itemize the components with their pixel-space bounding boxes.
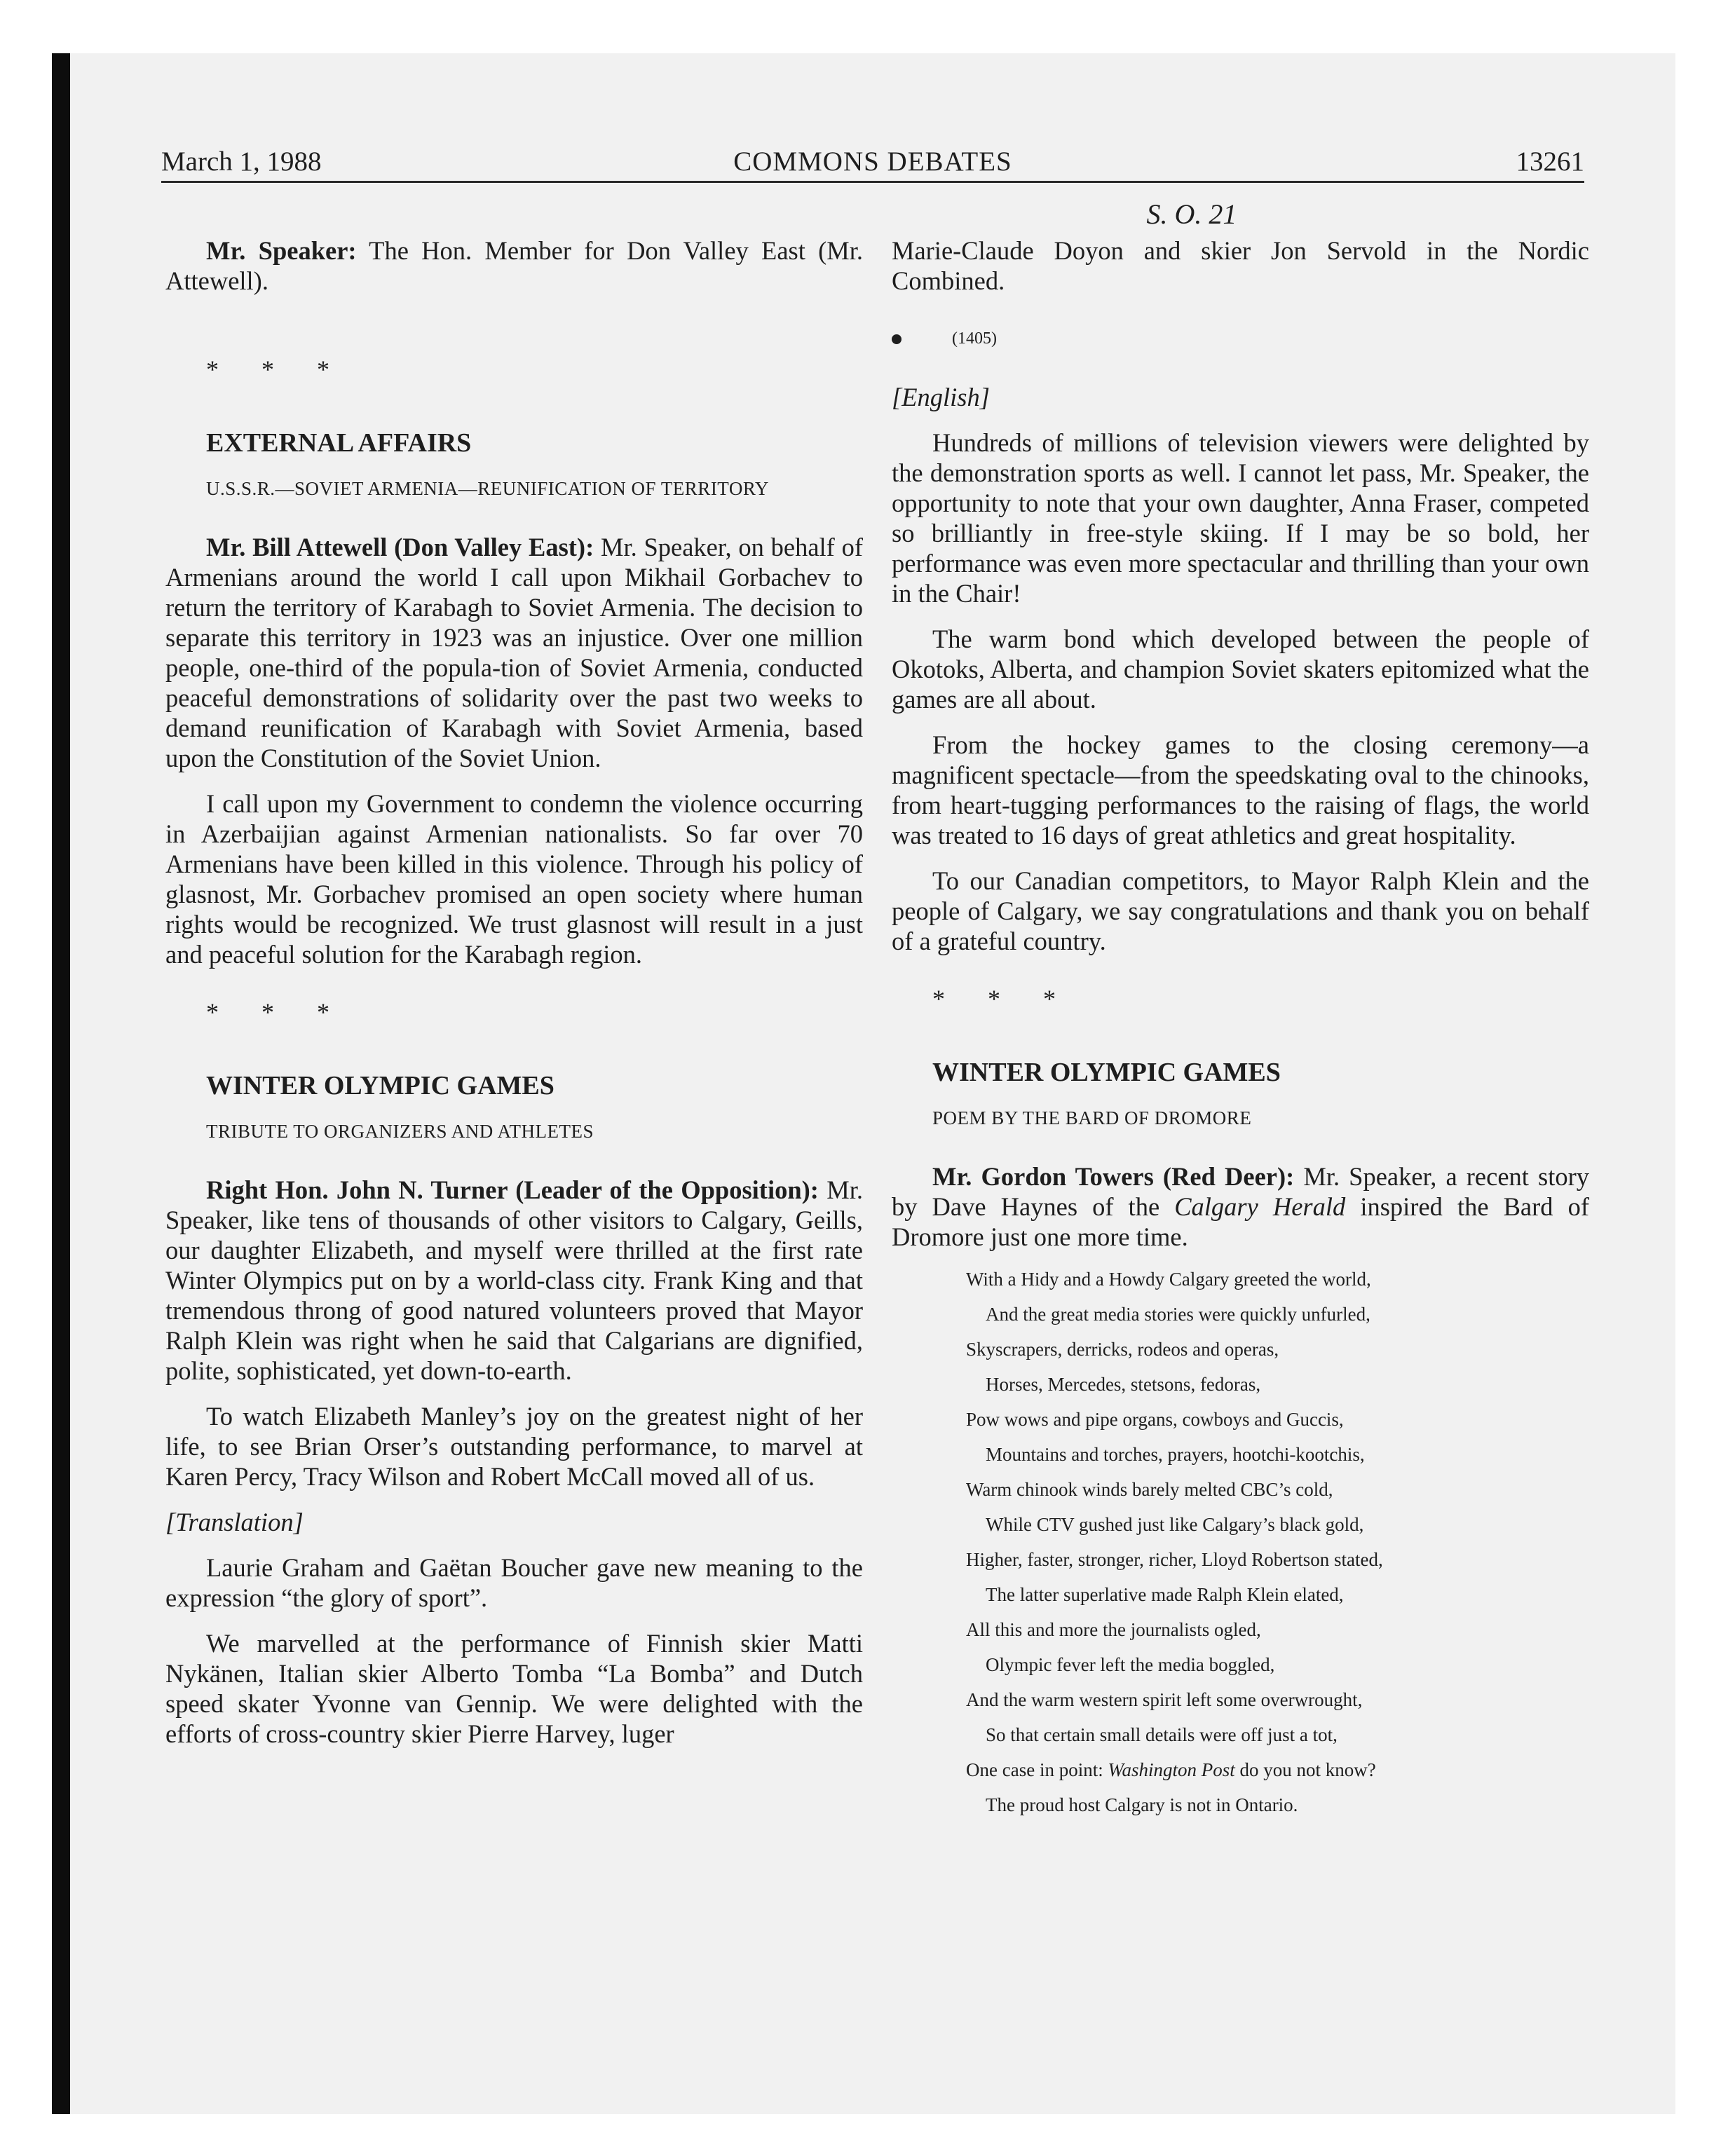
paragraph: Mr. Speaker: The Hon. Member for Don Valley East (Mr. Attewell). (165, 236, 863, 295)
standing-order-label: S. O. 21 (1146, 198, 1237, 230)
paragraph: The warm bond which developed between the people of Okotoks, Alberta, and champion Soviet skaters epitomized what the games are all about. (892, 625, 1589, 714)
right-column (892, 236, 1589, 1828)
poem (892, 1267, 1589, 1817)
section-separator: * * * (932, 985, 1074, 1013)
section-heading: WINTER OLYMPIC GAMES (932, 1058, 1281, 1087)
header-page-number: 13261 (1516, 146, 1584, 177)
poem-line: The latter superlative made Ralph Klein elated, (986, 1584, 1344, 1605)
poem-line: Mountains and torches, prayers, hootchi-kootchis, (986, 1444, 1365, 1465)
poem-line: So that certain small details were off just a tot, (986, 1724, 1338, 1745)
section-separator: * * * (206, 998, 348, 1026)
poem-line: The proud host Calgary is not in Ontario. (986, 1794, 1298, 1815)
section-subheading: TRIBUTE TO ORGANIZERS AND ATHLETES (206, 1121, 594, 1142)
speaker-name: Mr. Bill Attewell (Don Valley East): (206, 533, 594, 561)
poem-line: And the warm western spirit left some overwrought, (966, 1689, 1363, 1710)
left-column (165, 236, 863, 1749)
header-publication: COMMONS DEBATES (733, 146, 1012, 177)
paragraph: We marvelled at the performance of Finnish skier Matti Nykänen, Italian skier Alberto Tomba “La Bomba” and Dutch speed skater Yvonne van Gennip. We were delighted with the efforts of cross-country skier Pierre Harvey, luger (165, 1629, 863, 1748)
running-header (161, 146, 1584, 182)
language-marker: [English] (892, 383, 990, 411)
section-separator: * * * (206, 355, 348, 383)
poem-line: And the great media stories were quickly unfurled, (986, 1304, 1370, 1325)
poem-line: Horses, Mercedes, stetsons, fedoras, (986, 1374, 1261, 1395)
section-heading: WINTER OLYMPIC GAMES (206, 1071, 554, 1100)
bullet-icon (892, 334, 901, 344)
time-marker: (1405) (892, 324, 1589, 354)
paragraph: Marie-Claude Doyon and skier Jon Servold in the Nordic Combined. (892, 236, 1589, 295)
poem-line: Olympic fever left the media boggled, (986, 1654, 1275, 1675)
paragraph: From the hockey games to the closing ceremony—a magnificent spectacle—from the speedskating oval to the chinooks, from heart-tugging performances to the raising of flags, the world was treated to 16 days of great athletics and great hospitality. (892, 730, 1589, 850)
paragraph: Right Hon. John N. Turner (Leader of the Opposition): Mr. Speaker, like tens of thousands of other visitors to Calgary, Geills, our daughter Elizabeth, and myself were thrilled at the first rate Winter Olympics put on by a world-class city. Frank King and that tremendous throng of good natured volunteers proved that Mayor Ralph Klein was right when he said that Calgarians are dignified, polite, sophisticated, yet down-to-earth. (165, 1175, 863, 1385)
poem-line: Higher, faster, stronger, richer, Lloyd Robertson stated, (966, 1549, 1383, 1570)
paragraph: I call upon my Government to condemn the violence occurring in Azerbaijian against Armenian nationalists. So far over 70 Armenians have been killed in this violence. Through his policy of glasnost, Mr. Gorbachev promised an open society where human rights would be recognized. We trust glasnost will result in a just and peaceful solution for the Karabagh region. (165, 789, 863, 969)
paragraph: Mr. Bill Attewell (Don Valley East): Mr. Speaker, on behalf of Armenians around the world I call upon Mikhail Gorbachev to return the territory of Karabagh to Soviet Armenia. The decision to separate this territory in 1923 was an injustice. Over one million people, one-third of the popula-tion of Soviet Armenia, conducted peaceful demonstrations of solidarity over the past two weeks to demand reunification of Karabagh with Soviet Armenia, based upon the Constitution of the Soviet Union. (165, 533, 863, 772)
section-heading: EXTERNAL AFFAIRS (206, 428, 472, 458)
language-marker: [Translation] (165, 1508, 304, 1536)
poem-line: Pow wows and pipe organs, cowboys and Guccis, (966, 1409, 1344, 1430)
poem-line: Warm chinook winds barely melted CBC’s cold, (966, 1479, 1333, 1500)
paragraph: To our Canadian competitors, to Mayor Ralph Klein and the people of Calgary, we say congratulations and thank you on behalf of a grateful country. (892, 866, 1589, 955)
speaker-name: Mr. Speaker: (206, 236, 357, 265)
paragraph: Hundreds of millions of television viewers were delighted by the demonstration sports as well. I cannot let pass, Mr. Speaker, the opportunity to note that your own daughter, Anna Fraser, competed so brilliantly in free-style skiing. If I may be so bold, her performance was even more spectacular and thrilling than your own in the Chair! (892, 428, 1589, 608)
poem-line: While CTV gushed just like Calgary’s black gold, (986, 1514, 1364, 1535)
header-date: March 1, 1988 (161, 146, 322, 177)
paragraph: To watch Elizabeth Manley’s joy on the greatest night of her life, to see Brian Orser’s outstanding performance, to marvel at Karen Percy, Tracy Wilson and Robert McCall moved all of us. (165, 1402, 863, 1491)
header-rule (161, 181, 1584, 183)
poem-line: Skyscrapers, derricks, rodeos and operas, (966, 1339, 1279, 1360)
poem-line: With a Hidy and a Howdy Calgary greeted the world, (966, 1269, 1371, 1290)
paragraph: Laurie Graham and Gaëtan Boucher gave new meaning to the expression “the glory of sport”. (165, 1553, 863, 1612)
speaker-name: Mr. Gordon Towers (Red Deer): (932, 1162, 1295, 1191)
poem-line: All this and more the journalists ogled, (966, 1619, 1261, 1640)
speaker-name: Right Hon. John N. Turner (Leader of the Opposition): (206, 1175, 819, 1204)
section-subheading: POEM BY THE BARD OF DROMORE (932, 1107, 1252, 1128)
paragraph: Mr. Gordon Towers (Red Deer): Mr. Speaker, a recent story by Dave Haynes of the Calgary Herald inspired the Bard of Dromore just one more time. (892, 1162, 1590, 1251)
poem-line: One case in point: Washington Post do you not know? (966, 1759, 1376, 1780)
section-subheading: U.S.S.R.—SOVIET ARMENIA—REUNIFICATION OF TERRITORY (206, 478, 769, 499)
scan-edge-bar (52, 53, 70, 2114)
